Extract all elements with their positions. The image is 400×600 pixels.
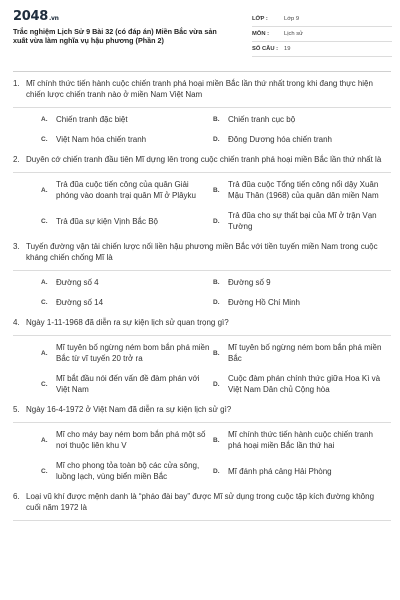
answer-option[interactable] (41, 134, 213, 145)
question-text (0, 241, 400, 263)
question-text (0, 491, 400, 513)
option-letter: A. (41, 436, 48, 444)
answer-option[interactable] (41, 373, 213, 395)
option-letter: D. (213, 136, 220, 143)
question-3 (0, 241, 400, 308)
question-number: 5. (13, 405, 20, 414)
answer-options (0, 429, 400, 482)
meta-value: Lịch sử (284, 31, 304, 37)
header-divider (13, 71, 391, 72)
question-prompt: Duyên cớ chiến tranh đầu tiên Mĩ dựng lên trong cuộc chiến tranh phá hoại miền Bắc lần thứ nhất là (26, 155, 382, 164)
question-text (0, 317, 400, 328)
option-text: Mĩ chính thức tiến hành cuộc chiến tranh phá hoại miền Bắc lần thứ hai (228, 430, 373, 450)
option-letter: C. (41, 299, 48, 306)
question-divider (13, 520, 391, 521)
answer-options (0, 342, 400, 395)
answer-options (0, 114, 400, 145)
option-letter: B. (213, 436, 220, 444)
question-number: 3. (13, 242, 20, 251)
answer-option[interactable] (213, 297, 385, 308)
question-1 (0, 78, 400, 145)
option-text: Đường Hồ Chí Minh (228, 298, 300, 307)
question-5 (0, 404, 400, 482)
question-text (0, 404, 400, 415)
answer-options (0, 179, 400, 232)
question-divider (13, 422, 391, 423)
meta-key: LỚP : (252, 16, 268, 22)
question-6 (0, 491, 400, 521)
meta-row-class (252, 12, 392, 27)
option-text: Trả đũa sự kiện Vịnh Bắc Bộ (56, 216, 158, 226)
question-divider (13, 172, 391, 173)
answer-option[interactable] (41, 429, 213, 451)
logo-suffix: .vn (48, 15, 59, 22)
answer-option[interactable] (41, 114, 213, 125)
answer-option[interactable] (213, 373, 385, 395)
question-prompt: Tuyến đường vận tải chiến lược nối liền hậu phương miền Bắc với tiền tuyến miền Nam trong cuộc kháng chiến chống Mĩ là (26, 242, 378, 262)
meta-value: 19 (284, 46, 291, 52)
answer-option[interactable] (213, 210, 385, 232)
meta-key: MÔN : (252, 31, 270, 37)
answer-option[interactable] (213, 342, 385, 364)
option-letter: D. (213, 299, 220, 306)
option-text: Đông Dương hóa chiến tranh (228, 135, 332, 144)
question-list (0, 78, 400, 529)
document-title: Trắc nghiệm Lịch Sử 9 Bài 32 (có đáp án) Miền Bắc vừa sản xuất vừa làm nghĩa vụ hậu phương (Phần 2) (13, 27, 217, 45)
option-letter: A. (41, 279, 48, 286)
question-text (0, 154, 400, 165)
option-letter: A. (41, 186, 48, 194)
meta-key: SỐ CÂU : (252, 46, 279, 52)
question-divider (13, 335, 391, 336)
answer-option[interactable] (41, 342, 213, 364)
meta-value: Lớp 9 (284, 16, 300, 22)
option-letter: C. (41, 467, 48, 475)
option-letter: C. (41, 217, 48, 225)
question-number: 2. (13, 155, 20, 164)
question-4 (0, 317, 400, 395)
option-letter: A. (41, 116, 48, 123)
option-letter: D. (213, 217, 220, 225)
answer-option[interactable] (213, 277, 385, 288)
option-text: Chiến tranh cục bộ (228, 115, 296, 124)
option-text: Mĩ cho phong tỏa toàn bộ các cửa sông, luồng lạch, vùng biển miền Bắc (56, 461, 200, 481)
answer-option[interactable] (41, 460, 213, 482)
option-letter: C. (41, 380, 48, 388)
option-text: Mĩ cho máy bay ném bom bắn phá một số nơi thuộc liên khu V (56, 430, 206, 450)
question-prompt: Mĩ chính thức tiến hành cuộc chiến tranh phá hoại miền Bắc lần thứ nhất trong khi đang thực hiện chiến lược chiến tranh nào ở miền Nam Việt Nam (26, 79, 373, 99)
question-divider (13, 107, 391, 108)
answer-option[interactable] (213, 429, 385, 451)
meta-row-count (252, 42, 392, 57)
option-letter: C. (41, 136, 48, 143)
answer-option[interactable] (213, 114, 385, 125)
option-text: Trả đũa cho sự thất bại của Mĩ ở trận Vạn Tường (228, 211, 377, 231)
question-number: 6. (13, 492, 20, 501)
answer-option[interactable] (41, 216, 213, 227)
logo-text: 2048 (13, 9, 48, 24)
option-letter: B. (213, 349, 220, 357)
question-number: 1. (13, 79, 20, 88)
option-text: Cuộc đàm phán chính thức giữa Hoa Kì và Việt Nam Dân chủ Cộng hòa (228, 374, 381, 394)
question-2 (0, 154, 400, 232)
page-header (0, 0, 400, 62)
question-prompt: Ngày 16-4-1972 ở Việt Nam đã diễn ra sự kiện lịch sử gì? (26, 405, 232, 414)
answer-option[interactable] (41, 277, 213, 288)
meta-info (252, 12, 392, 57)
option-letter: D. (213, 467, 220, 475)
option-text: Chiến tranh đặc biệt (56, 115, 128, 124)
option-text: Mĩ bắt đầu nói đến vấn đề đàm phán với Việt Nam (56, 374, 200, 394)
answer-option[interactable] (213, 134, 385, 145)
question-divider (13, 270, 391, 271)
meta-row-subject (252, 27, 392, 42)
answer-options (0, 277, 400, 308)
option-letter: B. (213, 186, 220, 194)
option-letter: B. (213, 279, 220, 286)
answer-option[interactable] (213, 179, 385, 201)
answer-option[interactable] (41, 179, 213, 201)
option-letter: B. (213, 116, 220, 123)
question-prompt: Ngày 1-11-1968 đã diễn ra sự kiện lịch sử quan trọng gì? (26, 318, 229, 327)
answer-option[interactable] (41, 297, 213, 308)
question-prompt: Loại vũ khí được mệnh danh là “pháo đài bay” được Mĩ sử dụng trong cuộc tập kích đường không cuối năm 1972 là (26, 492, 375, 512)
question-number: 4. (13, 318, 20, 327)
option-text: Trả đũa cuộc tiến công của quân Giải phóng vào doanh trại quân Mĩ ở Plâyku (56, 180, 197, 200)
option-text: Đường số 14 (56, 298, 104, 307)
option-text: Mĩ tuyên bố ngừng ném bom bắn phá miền Bắc (228, 343, 382, 363)
option-text: Đường số 4 (56, 278, 99, 287)
option-text: Mĩ tuyên bố ngừng ném bom bắn phá miền Bắc từ vĩ tuyến 20 trở ra (56, 343, 210, 363)
question-text (0, 78, 400, 100)
option-text: Trả đũa cuộc Tổng tiến công nổi dậy Xuân Mậu Thân (1968) của quân dân miền Nam (228, 180, 379, 200)
option-text: Việt Nam hóa chiến tranh (56, 135, 147, 144)
option-text: Mĩ đánh phá cảng Hải Phòng (228, 466, 332, 476)
site-logo[interactable] (13, 9, 59, 24)
answer-option[interactable] (213, 466, 385, 477)
option-letter: A. (41, 349, 48, 357)
option-text: Đường số 9 (228, 278, 271, 287)
option-letter: D. (213, 380, 220, 388)
